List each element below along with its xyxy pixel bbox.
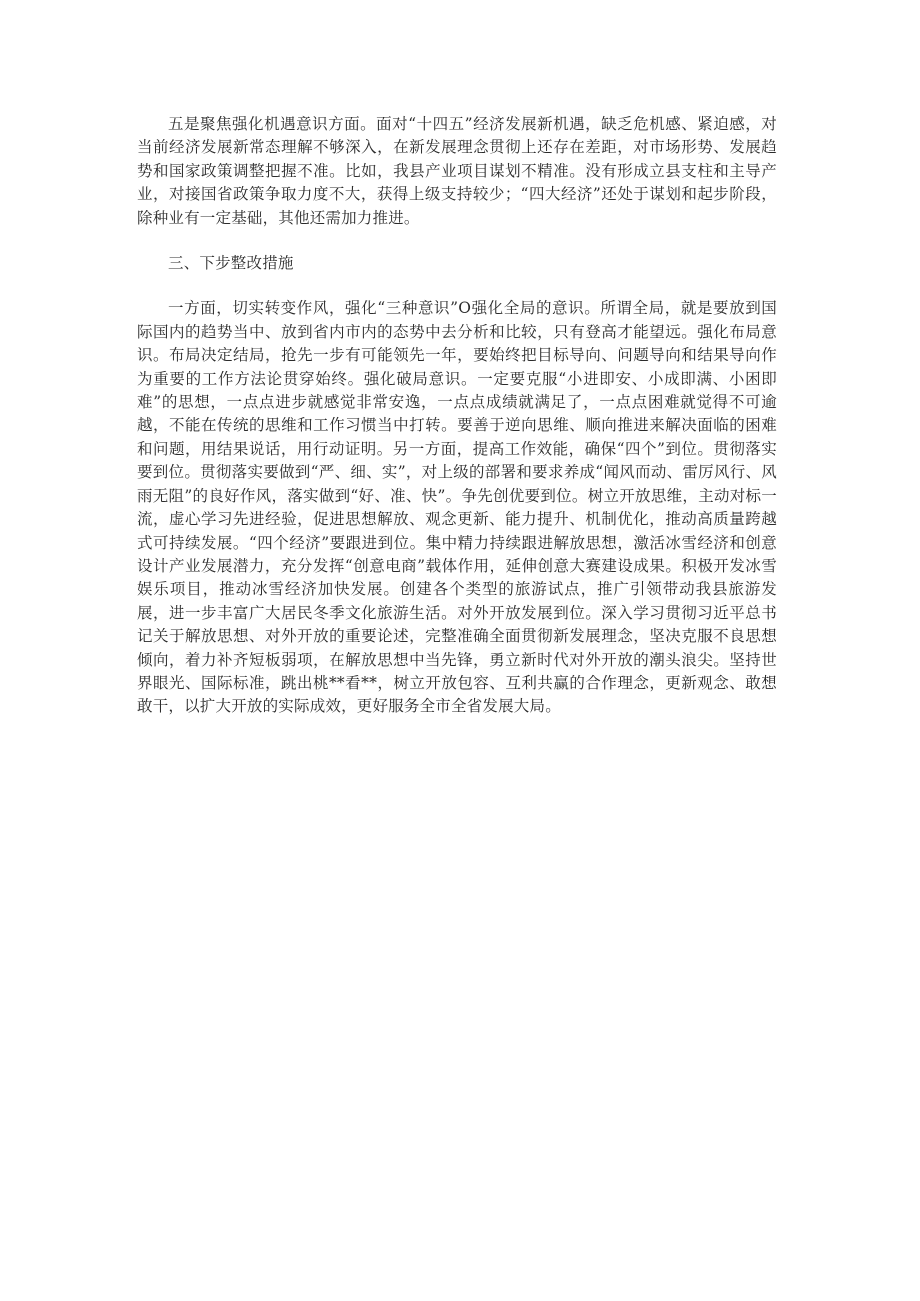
document-body (137, 113, 777, 719)
section-heading-rectification-measures: 三、下步整改措施 (168, 254, 294, 273)
paragraph-rectification-details: 一方面，切实转变作风，强化“三种意识”O强化全局的意识。所谓全局，就是要放到国际国内的趋势当中、放到省内市内的态势中去分析和比较，只有登高才能望远。强化布局意识。布局决定结局，抢先一步有可能领先一年，要始终把目标导向、问题导向和结果导向作为重要的工作方法论贯穿始终。强化破局意识。一定要克服“小进即安、小成即满、小困即难”的思想，一点点进步就感觉非常安逸，一点点成绩就满足了，一点点困难就觉得不可逾越，不能在传统的思维和工作习惯当中打转。要善于逆向思维、顺向推进来解决面临的困难和问题，用结果说话，用行动证明。另一方面，提高工作效能，确保“四个”到位。贯彻落实要到位。贯彻落实要做到“严、细、实”，对上级的部署和要求养成“闻风而动、雷厉风行、风雨无阻”的良好作风，落实做到“好、准、快”。争先创优要到位。树立开放思维，主动对标一流，虚心学习先进经验，促进思想解放、观念更新、能力提升、机制优化，推动高质量跨越式可持续发展。“四个经济”要跟进到位。集中精力持续跟进解放思想，激活冰雪经济和创意设计产业发展潜力，充分发挥“创意电商”载体作用，延伸创意大赛建设成果。积极开发冰雪娱乐项目，推动冰雪经济加快发展。创建各个类型的旅游试点，推广引领带动我县旅游发展，进一步丰富广大居民冬季文化旅游生活。对外开放发展到位。深入学习贯彻习近平总书记关于解放思想、对外开放的重要论述，完整准确全面贯彻新发展理念，坚决克服不良思想倾向，着力补齐短板弱项，在解放思想中当先锋，勇立新时代对外开放的潮头浪尖。坚持世界眼光、国际标准，跳出桃**看**，树立开放包容、互利共赢的合作理念，更新观念、敢想敢干，以扩大开放的实际成效，更好服务全市全省发展大局。 (137, 299, 777, 716)
paragraph-opportunity-awareness: 五是聚焦强化机遇意识方面。面对“十四五”经济发展新机遇，缺乏危机感、紧迫感，对当前经济发展新常态理解不够深入，在新发展理念贯彻上还存在差距，对市场形势、发展趋势和国家政策调整把握不准。比如，我县产业项目谋划不精准。没有形成立县支柱和主导产业，对接国省政策争取力度不大，获得上级支持较少；“四大经济”还处于谋划和起步阶段，除种业有一定基础，其他还需加力推进。 (137, 115, 777, 227)
